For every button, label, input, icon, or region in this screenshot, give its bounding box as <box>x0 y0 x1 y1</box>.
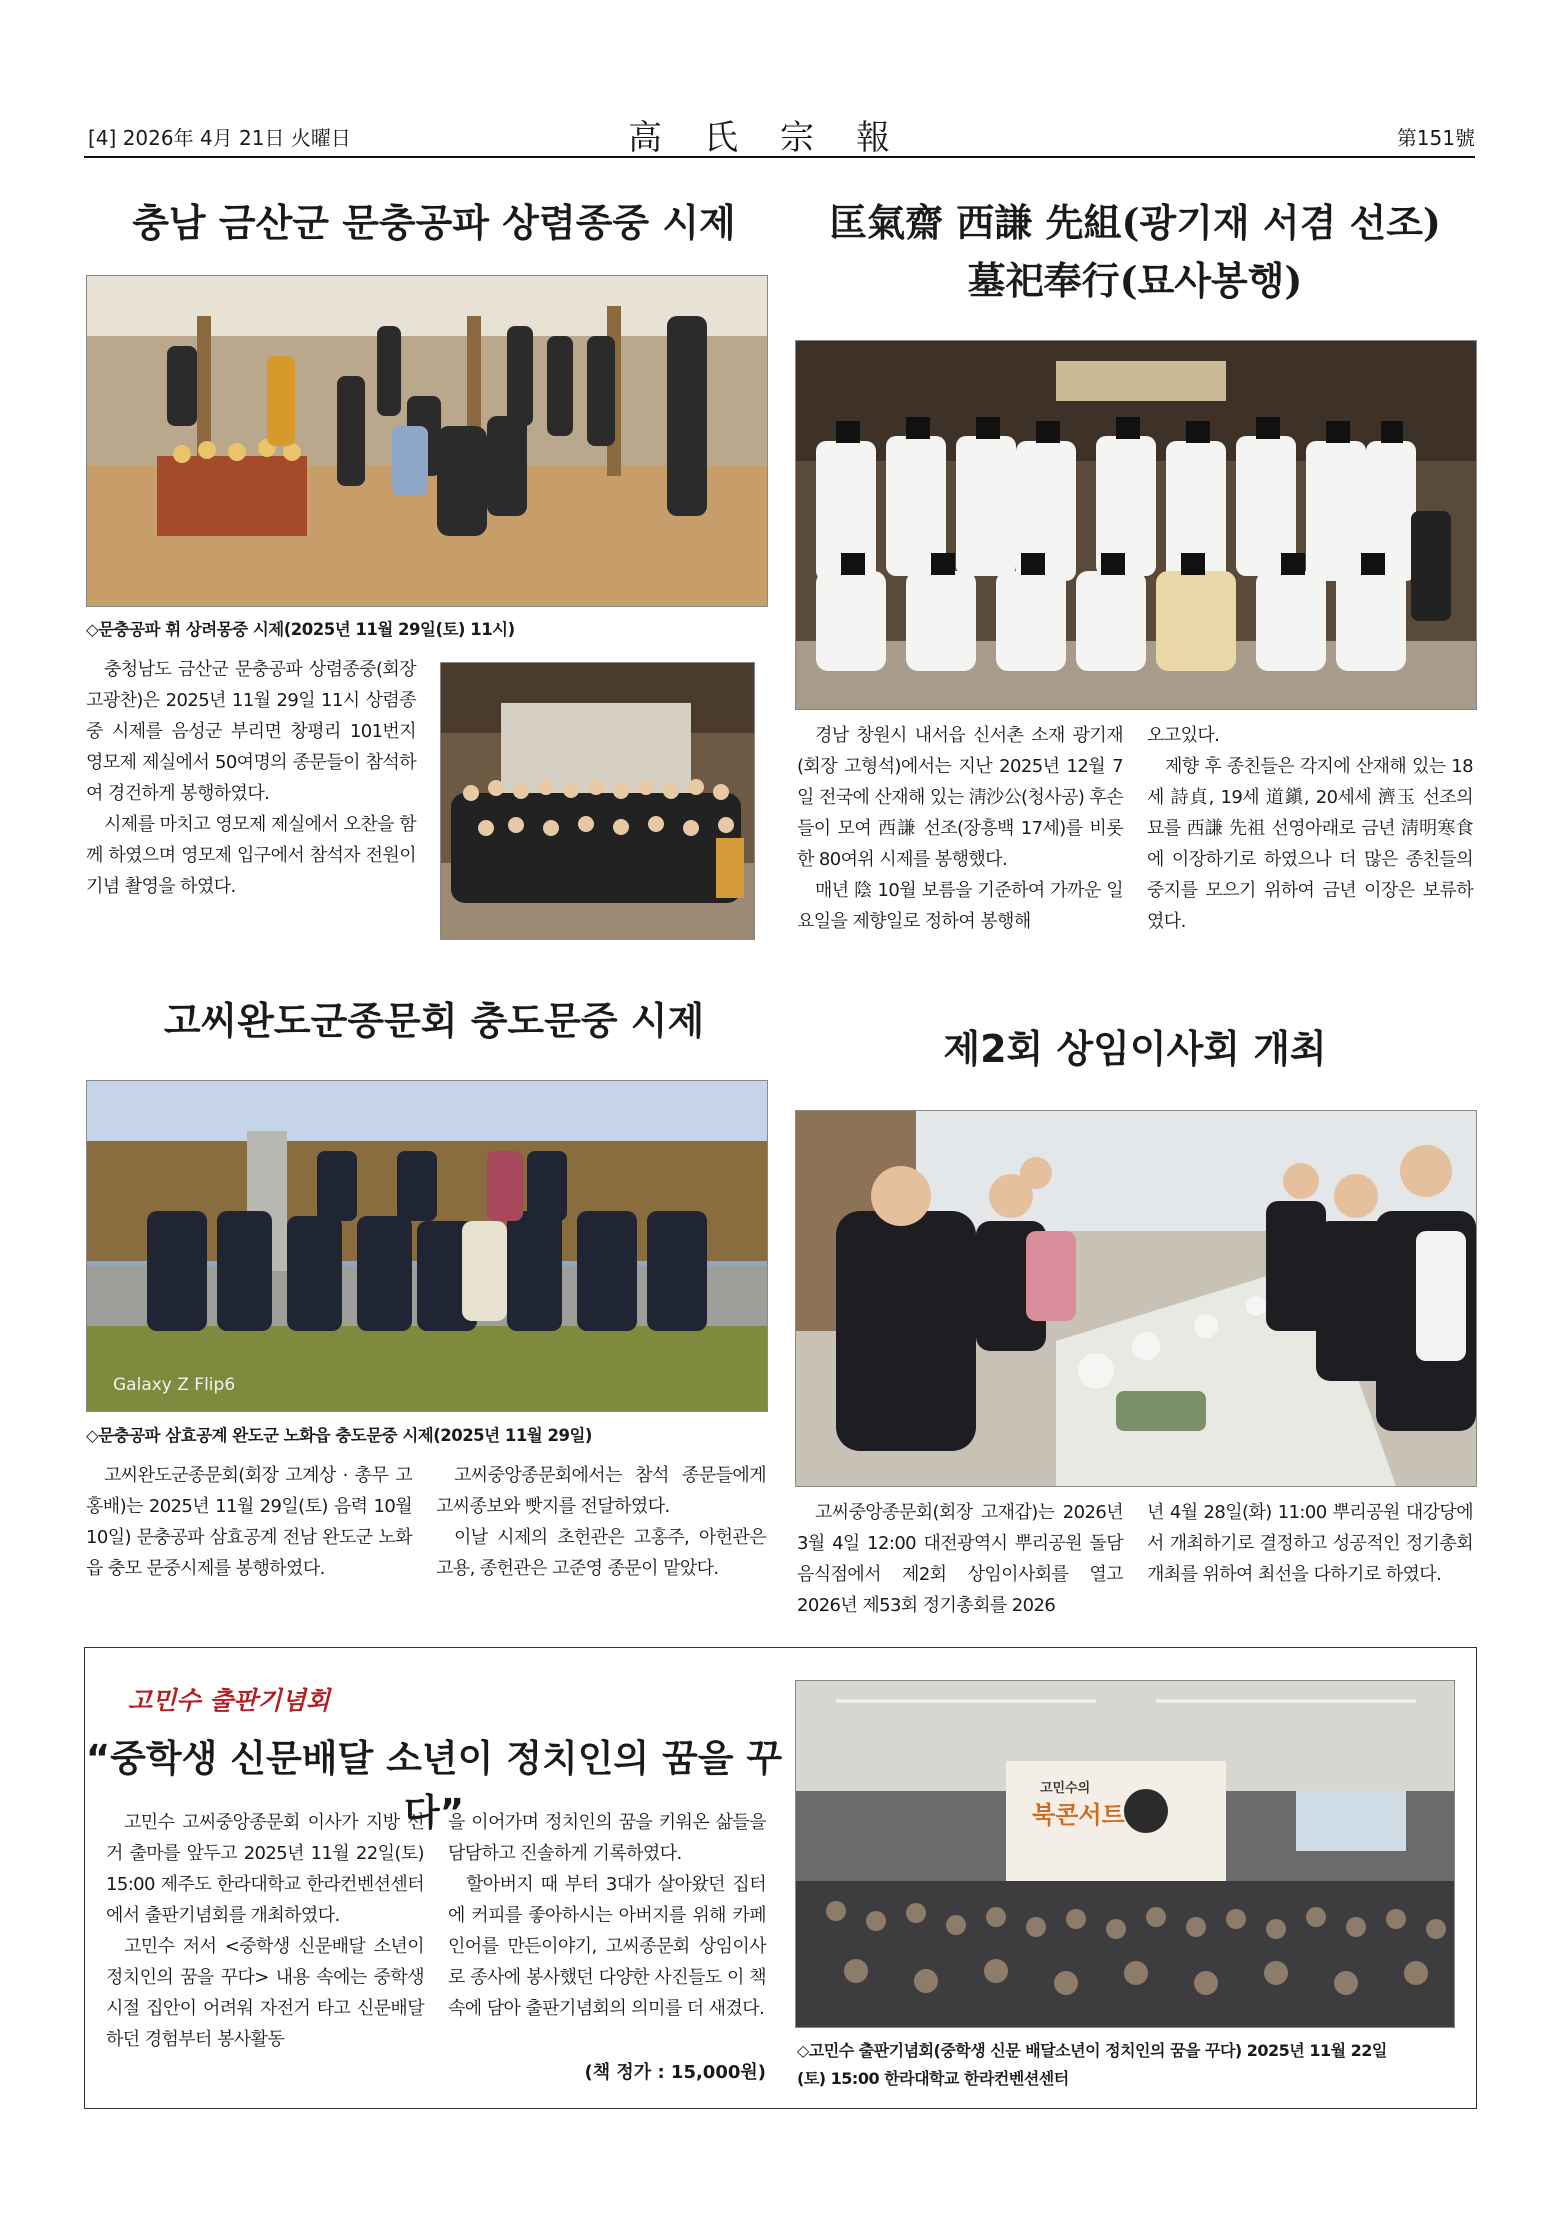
body-gominsu-col1 <box>106 1807 424 2055</box>
paragraph: 충청남도 금산군 문충공파 상렴종중(회장 고광찬)은 2025년 11월 29일 11시 상렴종중 시제를 음성군 부리면 창평리 101번지 영모제 제실에서 50여명의 종문들이 참석하여 경건하게 봉행하였다. <box>86 659 416 804</box>
photo-gwanggijae-group <box>795 340 1477 710</box>
paragraph-continued: 오고있다. <box>1147 725 1220 746</box>
eyebrow-gominsu: 고민수 출판기념회 <box>128 1686 330 1715</box>
issue-number: 第151號 <box>1396 126 1475 150</box>
body-wando-col1 <box>86 1460 412 1584</box>
body-sangim-col1 <box>797 1497 1123 1621</box>
paragraph: 고씨중앙종문회(회장 고재갑)는 2026년 3월 4일 12:00 대전광역시 뿌리공원 돌담 음식점에서 제2회 상임이사회를 열고 2026년 제53회 정기총회를 2026 <box>797 1502 1123 1616</box>
photo-sangim-meeting <box>795 1110 1477 1487</box>
headline-wando: 고씨완도군종문회 충도문중 시제 <box>163 999 705 1043</box>
caption-sangnyeom: ◇문충공파 휘 상려몽중 시제(2025년 11월 29일(토) 11시) <box>86 620 515 639</box>
photo-gominsu-event <box>795 1680 1455 2028</box>
issue-date: [4] 2026年 4月 21日 火曜日 <box>88 126 351 150</box>
headline-sangnyeom: 충남 금산군 문충공파 상렴종중 시제 <box>132 201 736 245</box>
headline-gominsu: “중학생 신문배달 소년이 정치인의 꿈을 꾸다” <box>85 1737 783 1834</box>
masthead: 高氏宗報 <box>628 118 932 158</box>
body-gwanggijae-col1 <box>797 720 1123 937</box>
caption-gominsu-line2: (토) 15:00 한라대학교 한라컨벤션센터 <box>797 2069 1069 2088</box>
paragraph: 경남 창원시 내서읍 신서촌 소재 광기재(회장 고형석)에서는 지난 2025년 12월 7일 전국에 산재해 있는 淸沙公(청사공) 후손들이 모여 西謙 선조(장흥백 17세)를 비롯한 80여위 시제를 봉행했다. <box>797 725 1123 870</box>
banner-small: 고민수의 <box>1040 1781 1091 1796</box>
photo-sangnyeom-group <box>440 662 755 940</box>
photo-wando-group <box>86 1080 768 1412</box>
headline-gwanggijae-line2: 墓祀奉行(묘사봉행) <box>967 258 1303 303</box>
photo-sangnyeom-ceremony <box>86 275 768 607</box>
caption-wando: ◇문충공파 삼효공계 완도군 노화읍 충도문중 시제(2025년 11월 29일) <box>86 1426 592 1445</box>
body-gwanggijae-col2 <box>1147 720 1473 937</box>
headline-gwanggijae-line1: 匡氣齋 西謙 先組(광기재 서겸 선조) <box>829 200 1441 245</box>
body-sangnyeom <box>86 654 416 902</box>
paragraph: 시제를 마치고 영모제 제실에서 오찬을 함께 하였으며 영모제 입구에서 참석자 전원이 기념 촬영을 하였다. <box>86 814 416 897</box>
photo-watermark: Galaxy Z Flip6 <box>113 1375 236 1395</box>
headline-sangim: 제2회 상임이사회 개최 <box>943 1027 1327 1071</box>
header-rule <box>84 156 1475 158</box>
book-price: (책 정가 : 15,000원) <box>584 2062 766 2083</box>
paragraph: 고민수 저서 <중학생 신문배달 소년이 정치인의 꿈을 꾸다> 내용 속에는 중학생 시절 집안이 어려워 자전거 타고 신문배달 하던 경험부터 봉사활동 <box>106 1936 424 2050</box>
paragraph: 고씨중앙종문회에서는 참석 종문들에게 고씨종보와 빳지를 전달하였다. <box>436 1465 766 1517</box>
paragraph: 제향 후 종친들은 각지에 산재해 있는 18세 詩貞, 19세 道鎭, 20세세 濟玉 선조의 묘를 西謙 先祖 선영아래로 금년 淸明寒食에 이장하기로 하였으나 더 많은 종친들의 중지를 모으기 위하여 금년 이장은 보류하였다. <box>1147 756 1473 932</box>
body-wando-col2 <box>436 1460 766 1584</box>
paragraph: 할아버지 때 부터 3대가 살아왔던 집터에 커피를 좋아하시는 아버지를 위해 카페 인어를 만든이야기, 고씨종문회 상임이사로 종사에 봉사했던 다양한 사진들도 이 책 속에 담아 출판기념회의 의미를 더 새겼다. <box>448 1874 766 2019</box>
paragraph-continued: 년 4월 28일(화) 11:00 뿌리공원 대강당에서 개최하기로 결정하고 성공적인 정기총회 개최를 위하여 최선을 다하기로 하였다. <box>1147 1502 1473 1585</box>
paragraph-continued: 을 이어가며 정치인의 꿈을 키워온 삶들을 담담하고 진솔하게 기록하였다. <box>448 1812 766 1864</box>
body-gominsu-col2 <box>448 1807 766 2024</box>
paragraph: 매년 陰 10월 보름을 기준하여 가까운 일요일을 제향일로 정하여 봉행해 <box>797 880 1123 932</box>
banner-big: 북콘서트 <box>1032 1801 1125 1829</box>
paragraph: 고씨완도군종문회(회장 고계상 · 총무 고홍배)는 2025년 11월 29일(토) 음력 10월 10일) 문충공파 삼효공계 전남 완도군 노화읍 충모 문중시제를 봉행하였다. <box>86 1465 412 1579</box>
body-sangim-col2 <box>1147 1497 1473 1590</box>
caption-gominsu-line1: ◇고민수 출판기념회(중학생 신문 배달소년이 정치인의 꿈을 꾸다) 2025년 11월 22일 <box>797 2041 1387 2060</box>
paragraph: 이날 시제의 초헌관은 고홍주, 아헌관은 고용, 종헌관은 고준영 종문이 맡았다. <box>436 1527 766 1579</box>
paragraph: 고민수 고씨중앙종문회 이사가 지방 선거 출마를 앞두고 2025년 11월 22일(토) 15:00 제주도 한라대학교 한라컨벤션센터에서 출판기념회를 개최하였다. <box>106 1812 424 1926</box>
